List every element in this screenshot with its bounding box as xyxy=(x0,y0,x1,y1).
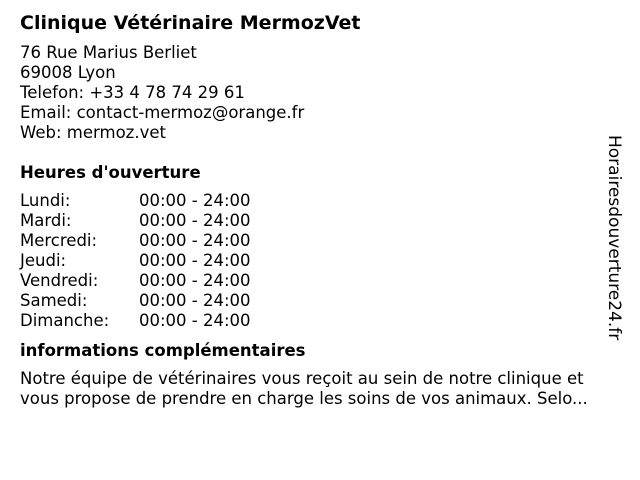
contact-block xyxy=(20,43,620,143)
time-range: 00:00 - 24:00 xyxy=(139,271,251,290)
day-label: Mardi: xyxy=(20,211,72,230)
hours-row-friday xyxy=(20,271,620,291)
hours-row-thursday xyxy=(20,251,620,271)
hours-row-tuesday xyxy=(20,211,620,231)
clinic-name: Clinique Vétérinaire MermozVet xyxy=(20,12,361,34)
info-line: vous propose de prendre en charge les soins de vos animaux. Selo... xyxy=(20,389,588,408)
hours-row-saturday xyxy=(20,291,620,311)
site-watermark: Horairesdouverture24.fr xyxy=(604,135,624,341)
day-label: Vendredi: xyxy=(20,271,99,290)
phone-number: Telefon: +33 4 78 74 29 61 xyxy=(20,83,245,102)
email-address: Email: contact-mermoz@orange.fr xyxy=(20,103,305,122)
additional-info-heading: informations complémentaires xyxy=(20,341,306,360)
hours-row-sunday xyxy=(20,311,620,331)
additional-info-text xyxy=(20,369,630,409)
time-range: 00:00 - 24:00 xyxy=(139,191,251,210)
time-range: 00:00 - 24:00 xyxy=(139,311,251,330)
day-label: Dimanche: xyxy=(20,311,110,330)
hours-row-wednesday xyxy=(20,231,620,251)
time-range: 00:00 - 24:00 xyxy=(139,291,251,310)
street-address: 76 Rue Marius Berliet xyxy=(20,43,197,62)
day-label: Lundi: xyxy=(20,191,71,210)
hours-row-monday xyxy=(20,191,620,211)
time-range: 00:00 - 24:00 xyxy=(139,211,251,230)
info-line: Notre équipe de vétérinaires vous reçoit au sein de notre clinique et xyxy=(20,369,584,388)
day-label: Mercredi: xyxy=(20,231,98,250)
day-label: Samedi: xyxy=(20,291,88,310)
opening-hours-heading: Heures d'ouverture xyxy=(20,163,201,182)
time-range: 00:00 - 24:00 xyxy=(139,231,251,250)
day-label: Jeudi: xyxy=(20,251,67,270)
time-range: 00:00 - 24:00 xyxy=(139,251,251,270)
city-postcode: 69008 Lyon xyxy=(20,63,116,82)
opening-hours-table xyxy=(20,191,620,331)
website: Web: mermoz.vet xyxy=(20,123,166,142)
clinic-card xyxy=(20,11,620,409)
